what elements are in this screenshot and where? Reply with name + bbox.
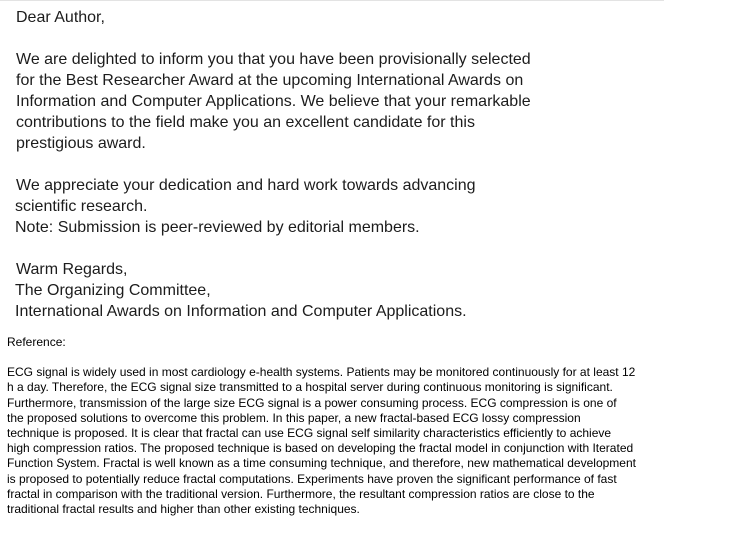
abstract-line: technique is proposed. It is clear that fractal can use ECG signal self similarity characteristics efficiently to achieve bbox=[7, 426, 612, 441]
paragraph-line: contributions to the field make you an excellent candidate for this bbox=[16, 114, 475, 131]
signoff-line: Warm Regards, bbox=[16, 261, 128, 278]
abstract-line: traditional fractal results and higher than other existing techniques. bbox=[7, 502, 360, 517]
signoff-line: International Awards on Information and Computer Applications. bbox=[15, 303, 467, 320]
abstract-line: h a day. Therefore, the ECG signal size transmitted to a hospital server during continuous monitoring is significant. bbox=[7, 380, 613, 395]
email-signoff bbox=[16, 259, 676, 322]
abstract-line: Furthermore, transmission of the large size ECG signal is a power consuming process. ECG compression is one of bbox=[7, 395, 617, 410]
reference-abstract bbox=[7, 365, 707, 517]
reference-section bbox=[7, 335, 707, 517]
paragraph-line: for the Best Researcher Award at the upcoming International Awards on bbox=[16, 72, 524, 89]
email-paragraph-award bbox=[16, 49, 676, 154]
greeting-text: Dear Author, bbox=[16, 9, 105, 26]
email-body bbox=[16, 7, 676, 322]
paragraph-line: We appreciate your dedication and hard work towards advancing bbox=[16, 177, 476, 194]
abstract-line: is proposed to potentially reduce fractal computations. Experiments have proven the significant performance of fast bbox=[7, 471, 617, 486]
reference-label: Reference: bbox=[7, 335, 66, 349]
paragraph-line: scientific research. bbox=[15, 198, 148, 215]
note-line: Note: Submission is peer-reviewed by editorial members. bbox=[15, 219, 420, 236]
abstract-line: fractal in comparison with the traditional version. Furthermore, the resultant compression ratios are close to the bbox=[7, 486, 595, 501]
abstract-line: Function System. Fractal is well known as a time consuming technique, and therefore, new mathematical development bbox=[7, 456, 636, 471]
email-greeting bbox=[16, 7, 676, 28]
email-paragraph-appreciation bbox=[16, 175, 676, 238]
paragraph-line: We are delighted to inform you that you have been provisionally selected bbox=[16, 51, 531, 68]
paragraph-line: Information and Computer Applications. We believe that your remarkable bbox=[16, 93, 531, 110]
abstract-line: the proposed solutions to overcome this problem. In this paper, a new fractal-based ECG lossy compression bbox=[7, 410, 581, 425]
abstract-line: high compression ratios. The proposed technique is based on developing the fractal model in conjunction with Iterated bbox=[7, 441, 634, 456]
signoff-line: The Organizing Committee, bbox=[15, 282, 211, 299]
paragraph-line: prestigious award. bbox=[16, 135, 146, 152]
top-divider bbox=[0, 0, 664, 1]
abstract-line: ECG signal is widely used in most cardiology e-health systems. Patients may be monitored continuously for at least 12 bbox=[7, 365, 636, 380]
